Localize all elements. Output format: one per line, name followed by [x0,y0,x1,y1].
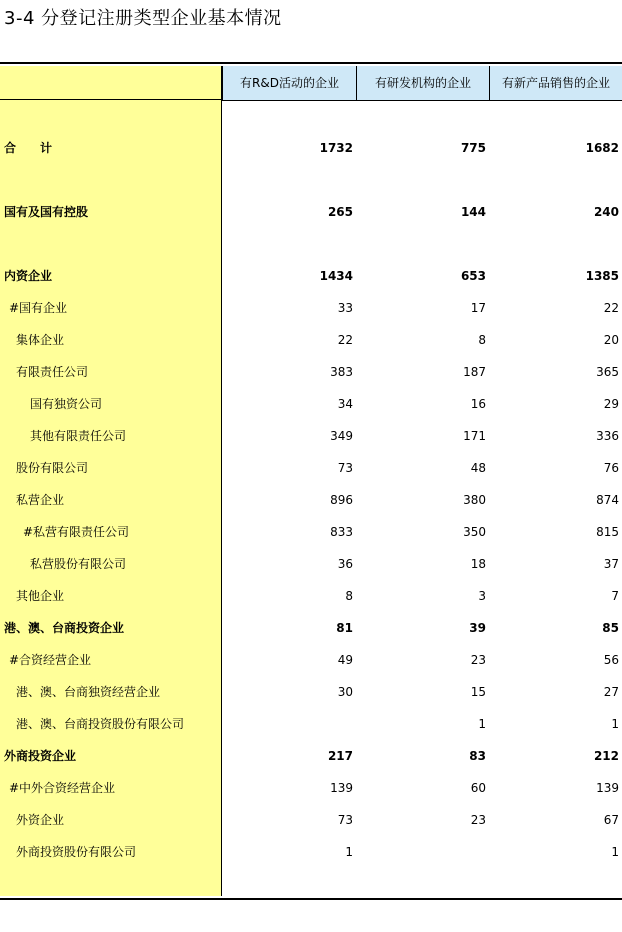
cell-value: 380 [463,493,486,507]
row-label: 国有独资公司 [30,397,103,411]
cell-value: 23 [470,813,486,827]
table-row [0,266,622,286]
table-row [0,458,622,478]
table-row [0,490,622,510]
row-label: #中外合资经营企业 [9,781,116,795]
cell-value: 8 [478,333,486,347]
cell-value: 139 [330,781,353,795]
cell-value: 212 [593,749,619,763]
cell-value: 365 [596,365,619,379]
cell-value: 1 [611,717,619,731]
cell-value: 775 [460,141,486,155]
cell-value: 1385 [585,269,619,283]
cell-value: 336 [596,429,619,443]
row-label: 其他有限责任公司 [30,429,127,443]
table-row [0,330,622,350]
cell-value: 17 [470,301,486,315]
table-row [0,618,622,638]
cell-value: 139 [596,781,619,795]
cell-value: 76 [603,461,619,475]
row-label: 外商投资股份有限公司 [16,845,137,859]
cell-value: 36 [337,557,353,571]
table-row [0,394,622,414]
cell-value: 240 [593,205,619,219]
cell-value: 15 [470,685,486,699]
column-header-new-product-sales: 有新产品销售的企业 [489,66,622,100]
cell-value: 187 [463,365,486,379]
cell-value: 815 [596,525,619,539]
row-label: 集体企业 [16,333,65,347]
table-row [0,682,622,702]
table-row [0,298,622,318]
cell-value: 23 [470,653,486,667]
cell-value: 67 [603,813,619,827]
cell-value: 16 [470,397,486,411]
cell-value: 39 [469,621,486,635]
cell-value: 874 [596,493,619,507]
table-row [0,202,622,222]
column-header-research-institution: 有研发机构的企业 [356,66,489,100]
row-label: 港、澳、台商投资股份有限公司 [16,717,185,731]
row-label: 股份有限公司 [16,461,89,475]
cell-value: 896 [330,493,353,507]
table-row [0,714,622,734]
cell-value: 1 [345,845,353,859]
row-label: 私营股份有限公司 [30,557,127,571]
cell-value: 383 [330,365,353,379]
cell-value: 22 [337,333,353,347]
table-row [0,138,622,158]
data-table [0,62,622,900]
page-title: 3-4 分登记注册类型企业基本情况 [4,8,282,29]
cell-value: 653 [460,269,486,283]
row-label: 内资企业 [4,269,53,283]
cell-value: 56 [603,653,619,667]
cell-value: 85 [602,621,619,635]
row-label: 合 计 [4,141,53,155]
table-row [0,522,622,542]
row-label: 国有及国有控股 [4,205,89,219]
cell-value: 73 [337,813,353,827]
cell-value: 37 [603,557,619,571]
row-label: 有限责任公司 [16,365,89,379]
row-label: #合资经营企业 [9,653,92,667]
table-row [0,650,622,670]
cell-value: 1732 [319,141,353,155]
cell-value: 30 [337,685,353,699]
column-header-rd: 有R&D活动的企业 [222,66,356,100]
cell-value: 171 [463,429,486,443]
cell-value: 265 [327,205,353,219]
cell-value: 833 [330,525,353,539]
cell-value: 18 [470,557,486,571]
cell-value: 20 [603,333,619,347]
cell-value: 1 [478,717,486,731]
cell-value: 3 [478,589,486,603]
row-label: 港、澳、台商独资经营企业 [16,685,161,699]
cell-value: 1 [611,845,619,859]
table-row [0,586,622,606]
stub-header [0,66,222,100]
row-label: #国有企业 [9,301,68,315]
cell-value: 7 [611,589,619,603]
row-label: 外商投资企业 [4,749,77,763]
cell-value: 83 [469,749,486,763]
cell-value: 48 [470,461,486,475]
table-row [0,810,622,830]
cell-value: 349 [330,429,353,443]
cell-value: 33 [337,301,353,315]
row-label: 港、澳、台商投资企业 [4,621,125,635]
cell-value: 34 [337,397,353,411]
table-row [0,362,622,382]
row-label: 其他企业 [16,589,65,603]
cell-value: 22 [603,301,619,315]
row-label: 外资企业 [16,813,65,827]
cell-value: 8 [345,589,353,603]
table-row [0,554,622,574]
cell-value: 217 [327,749,353,763]
row-label: #私营有限责任公司 [23,525,130,539]
table-row [0,426,622,446]
cell-value: 27 [603,685,619,699]
table-row [0,842,622,862]
table-row [0,778,622,798]
cell-value: 60 [470,781,486,795]
cell-value: 73 [337,461,353,475]
cell-value: 350 [463,525,486,539]
cell-value: 1682 [585,141,619,155]
cell-value: 144 [460,205,486,219]
cell-value: 1434 [319,269,353,283]
cell-value: 29 [603,397,619,411]
cell-value: 81 [336,621,353,635]
cell-value: 49 [337,653,353,667]
table-row [0,746,622,766]
row-label: 私营企业 [16,493,65,507]
